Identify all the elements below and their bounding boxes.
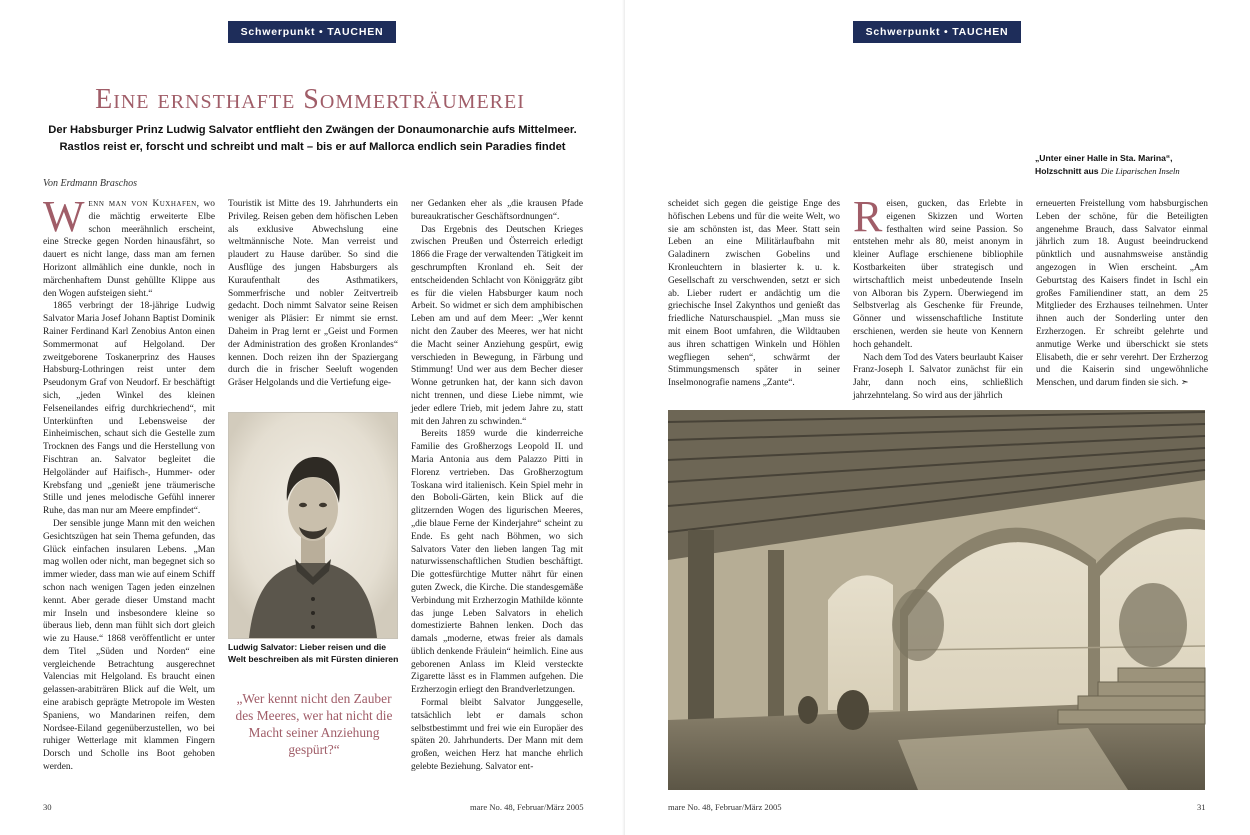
paragraph-text: erneuerten Freistellung vom habsburgischen Leben der schöne, für die Beteiligten angenehme Brauch, dass Salvator einmal jährlich zum 18. August beeindruckend pünktlich und ausnahmsweise anständig angezogen in Wien erscheint. „Am Geburtstag des Kaisers findet in Ischl ein großes Familiendiner statt, an dem 25 Mitglieder des Erzhauses teilnehmen. Unter ihnen auch der Sonderling unter den Erzherzogen. Er schreibt gelehrte und anmutige Werke und überschickt sie stets Elisabeth, die er sehr verehrt. Der Erzherzog und die Kaiserin sind ungewöhnliche Menschen, und darum finden sie sich. bbox=[1036, 199, 1208, 389]
folio-magazine: mare No. 48, Februar/März 2005 bbox=[668, 802, 782, 812]
text-column-r2 bbox=[853, 192, 1023, 401]
right-page bbox=[625, 0, 1250, 835]
paragraph: scheidet sich gegen die geistige Enge des höfischen Lebens und für die weite Welt, wo sie am schönsten ist, das Meer. Statt sein Leben an eine Militärlaufbahn mit Galadinern zwischen Gobelins und Kronleuchtern in blasierter k. u. k. Gesellschaft zu verschwenden, setzt er sich ab. Lieber rudert er andächtig um die griechische Insel Zakynthos und genießt das friedliche Naturschauspiel. „Man muss sie mit einem Boot umfahren, die Wildtauben aus ihren schattigen Winkeln und Höhlen wegfliegen sehen“, schwärmt der Stimmungsmensch später in seiner Inselmonografie namens „Zante“. bbox=[668, 199, 840, 389]
paragraph: Das Ergebnis des Deutschen Krieges zwischen Preußen und Österreich erledigt 1866 die Frage der verwaltenden Tätigkeit im geschrumpften Kronland eh. Seit der entscheidenden Schlacht von Königgrätz gibt es für die vielen Habsburger kaum noch Arbeit. So widmet er sich dem amphibischen Leben am und auf dem Meer: „Wer kennt nicht den Zauber des Meeres, wer hat nicht die Macht seiner Anziehung gespürt, ewig verschieden in Bewegung, in Färbung und Stimmung! Und wer aus dem Becher dieser Wonne getrunken hat, der kann sich davon nicht trennen, und diese Liebe nimmt, wie jeder edlere Trieb, mit jedem Jahre zu, statt mit den Jahren zu schwinden.“ bbox=[411, 224, 583, 427]
engraving-illustration bbox=[668, 410, 1205, 790]
text-column-1 bbox=[43, 192, 215, 794]
end-mark-icon: ➣ bbox=[1180, 378, 1189, 389]
caption-source-title: Die Liparischen Inseln bbox=[1100, 166, 1180, 176]
paragraph: Der sensible junge Mann mit den weichen Gesichtszügen hat sein Thema gefunden, das Glück einfachen insularen Lebens. „Man mag wollen oder nicht, man begegnet sich so immer wieder, dass man wie auf einem Schiff schon nach wenigen Tagen jeden einzelnen kennt. Aber gerade dieser Umstand macht mir Inseln und insbesondere kleine so überaus lieb, denn man fühlt sich dort gleich wie zu Hause.“ 1868 veröffentlicht er unter dem Titel „Süden und Norden“ eine vergleichende Betrachtung ausgerechnet Valencias mit Helgoland. Es braucht einen gelassen-arabiträren Blick auf die Welt, um eine arabisch geprägte Metropole im Westen Spaniens, wo Mandarinen reifen, dem Nordsee-Eiland gegenüberzustellen, wo bei ruhiger Wetterlage mit klammen Fingern Dorsch und Scholle ins Boot gehoben werden. bbox=[43, 518, 215, 773]
paragraph-text: wo die mächtig erweiterte Elbe schon meerähnlich erscheint, eine Strecke gegen Norden hinausfährt, so dauert es nicht lange, dass man am fernen Horizont allmählich eine dunkle, noch in märchenhaftem Dunst gehüllte Klippe aus den Wogen aufsteigen sieht.“ bbox=[43, 199, 215, 299]
paragraph bbox=[853, 192, 1023, 352]
portrait-image bbox=[228, 412, 398, 639]
section-kicker: Schwerpunkt • TAUCHEN bbox=[853, 21, 1021, 43]
pull-quote: „Wer kennt nicht den Zauber des Meeres, wer hat nicht die Macht seiner Anziehung gespürt?“ bbox=[235, 691, 393, 757]
caption-source bbox=[1035, 165, 1235, 178]
paragraph: Touristik ist Mitte des 19. Jahrhunderts ein Privileg. Reisen geben dem höfischen Leben als exklusive Abwechslung eine weltmännische Note. Man verreist und plaudert zu Hause darüber. So sind die Ausflüge des jungen Habsburgers als Kuraufenthalt des Asthmatikers, Sommerfrische und nobler Zeitvertreib gedacht. Doch nimmt Salvator seine Reisen weniger als Pläsier: Er nimmt sie ernst. Daheim in Prag lernt er „Geist und Formen der Administration des großen Kronlandes“ kennen. Doch reizen ihn der Spaziergang durch die in frischer Seeluft wogenden Gräser Helgolands und die Vertiefung eige- bbox=[228, 199, 398, 389]
caption-source-label: Holzschnitt aus bbox=[1035, 166, 1099, 176]
paragraph bbox=[1036, 198, 1208, 390]
byline: Von Erdmann Braschos bbox=[43, 178, 138, 189]
page-number: 30 bbox=[43, 802, 52, 812]
paragraph-text: eisen, gucken, das Erlebte in eigenen Skizzen und Worten festhalten wird seine Passion. So entstehen mehr als 80, meist anonym in kleiner Auflage erschienene bibliophile Kostbarkeiten über strategisch und wirtschaftlich meist unbedeutende Inseln von Alboran bis Zypern. Überwiegend im Selbstverlag als Geschenke für Freunde, Gönner und wissenschaftliche Institute erschienen, werden sie heute von Kennern hoch gehandelt. bbox=[853, 199, 1023, 350]
page-number: 31 bbox=[1197, 802, 1206, 812]
article-deck bbox=[40, 122, 585, 156]
article-headline: Eine ernsthafte Sommerträumerei bbox=[95, 84, 525, 115]
folio-magazine: mare No. 48, Februar/März 2005 bbox=[470, 802, 584, 812]
paragraph: ner Gedanken eher als „die krausen Pfade bureaukratischer Geschäftsordnungen“. bbox=[411, 199, 583, 222]
text-column-2 bbox=[228, 198, 398, 398]
paragraph: Nach dem Tod des Vaters beurlaubt Kaiser Franz-Joseph I. Salvator zunächst für ein Jahr, dann noch eins, schließlich jahrzehntelang. So wird aus der jährlich bbox=[853, 352, 1023, 401]
deck-line-2: Rastlos reist er, forscht und schreibt und malt – bis er auf Mallorca endlich sein Paradies findet bbox=[59, 141, 566, 153]
section-kicker: Schwerpunkt • TAUCHEN bbox=[228, 21, 396, 43]
paragraph: Formal bleibt Salvator Junggeselle, tatsächlich lebt er damals schon selbstbestimmt und frei wie ein Europäer des späten 20. Jahrhunderts. Der Mann mit dem großen, weichen Herz hat manche ehrlich gelebte Beziehung. Salvator ent- bbox=[411, 698, 583, 773]
drop-cap: W bbox=[43, 192, 85, 241]
caption-title: „Unter einer Halle in Sta. Marina“, bbox=[1035, 153, 1173, 163]
portrait-caption: Ludwig Salvator: Lieber reisen und die Welt beschreiben als mit Fürsten dinieren bbox=[228, 642, 399, 664]
paragraph bbox=[43, 192, 215, 300]
text-column-r1 bbox=[668, 198, 840, 388]
lead-in: enn man von Kuxhafen, bbox=[88, 199, 200, 209]
paragraph: Bereits 1859 wurde die kinderreiche Familie des Großherzogs Leopold II. und Maria Antonia aus dem Palazzo Pitti in Florenz vertrieben. Das Großherzogtum Toskana wird italienisch. Kein Spiel mehr in den Boboli-Gärten, kein Blick auf die glitzernden Wogen des ligurischen Meeres, „die blaue Ferne der Kinderjahre“ scheint zu Ende. Es geht nach Böhmen, wo sich Salvators Vater den lieben langen Tag mit naturwissenschaftlichen Studien beschäftigt. Die gottesfürchtige Mutter nährt für einen guten Zweck, die Kirche. Die standesgemäße Verbindung mit Erzherzogin Mathilde könnte das junge Leben Salvators in ehelich domestizierte Bahnen lenken. Doch das damals „moderne, etwas freier als damals üblich denkende Fräulein“ heimlich. Eine aus geborenen Anlass im Kleid versteckte Zigarette lässt es in Flammen aufgehen. Die Erzherzogin erliegt den Brandverletzungen. bbox=[411, 429, 583, 696]
portrait-engraving bbox=[229, 413, 397, 638]
text-column-r3 bbox=[1036, 198, 1208, 390]
deck-line-1: Der Habsburger Prinz Ludwig Salvator entflieht den Zwängen der Donaumonarchie aufs Mittelmeer. bbox=[48, 124, 577, 136]
loggia-engraving bbox=[668, 410, 1205, 790]
paragraph: 1865 verbringt der 18-jährige Ludwig Salvator Maria Josef Johann Baptist Dominik Rainer Ferdinand Karl Zenobius Anton einen Sommermonat auf Helgoland. Der zweitgeborene Toskanerprinz des Hauses Habsburg-Lothringen reist unter dem Pseudonym Graf von Neudorf. Er beschäftigt sich, „jeden Winkel des kleinen Felseneilandes eifrig durchkriechend“, mit Unterkünften und Lebensweise der Einheimischen, schaut sich die Gestelle zum Trocknen des Fangs und die Herstellung von Fischtran an. Salvator begleitet die Helgoländer auf Haifisch-, Hummer- oder Krebsfang und „genießt jene träumerische Stille und jenes melodische Gefühl innerer Ruhe, das man nur am Meere empfindet“. bbox=[43, 301, 215, 517]
engraving-caption bbox=[1035, 152, 1235, 178]
text-column-3 bbox=[411, 198, 583, 794]
drop-cap: R bbox=[853, 192, 883, 241]
